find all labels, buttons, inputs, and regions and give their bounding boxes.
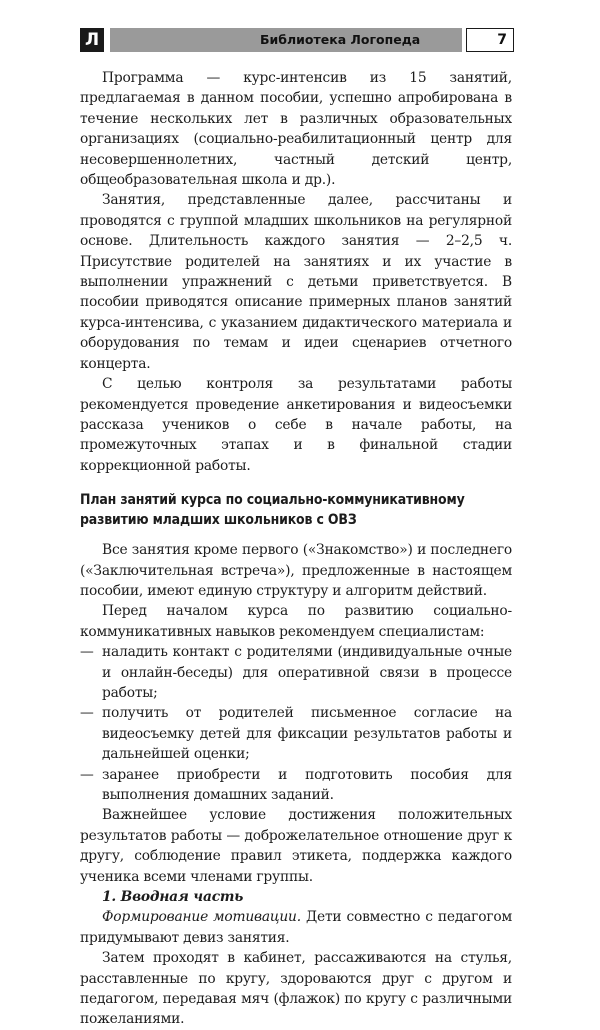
paragraph-sessions: Занятия, представленные далее, рассчитаны и проводятся с группой младших школьников на регулярной основе. Длительность каждого занятия — 2–2,5 ч. Присутствие родителей на занятиях и их участие в выполнении упражнений с детьми приветствуется. В пособии приводятся описание примерных планов занятий курса-интенсива, с указанием дидактического материала и оборудования по темам и идеи сценариев отчетного концерта. xyxy=(80,192,512,372)
running-title: Библиотека Логопеда xyxy=(260,32,421,47)
paragraph-program: Программа — курс-интенсив из 15 занятий, предлагаемая в данном пособии, успешно апробирована в течение нескольких лет в различных образовательных организациях (социально-реабилитационный центр для несовершеннолетних, частный детский центр, общеобразовательная школа и др.). xyxy=(80,70,512,189)
page-body xyxy=(80,68,512,1030)
list-item-text: получить от родителей письменное согласие на видеосъемку детей для фиксации результатов работы и дальнейшей оценки; xyxy=(102,705,512,763)
paragraph-conditions: Важнейшее условие достижения положительных результатов работы — доброжелательное отношение друг к другу, соблюдение правил этикета, поддержка каждого ученика всеми членами группы. xyxy=(80,807,512,885)
subsection-heading: 1. Вводная часть xyxy=(102,889,244,906)
list-item xyxy=(80,703,512,764)
list-item xyxy=(80,765,512,806)
recommendation-list xyxy=(80,642,512,805)
list-dash: — xyxy=(80,705,94,722)
paragraph-greeting: Затем проходят в кабинет, рассаживаются на стулья, расставленные по кругу, здороваются друг с другом и педагогом, передавая мяч (флажок) по кругу с различными пожеланиями. xyxy=(80,950,512,1028)
paragraph-control: С целью контроля за результатами работы рекомендуется проведение анкетирования и видеосъемки рассказа учеников о себе в начале работы, на промежуточных этапах и в финальной стадии коррекционной работы. xyxy=(80,376,512,474)
list-item-text: наладить контакт с родителями (индивидуальные очные и онлайн-беседы) для оперативной связи в процессе работы; xyxy=(102,644,512,701)
page-number-box xyxy=(466,28,514,52)
list-item xyxy=(80,642,512,703)
library-logo: Л xyxy=(80,28,104,52)
list-dash: — xyxy=(80,766,94,783)
list-dash: — xyxy=(80,644,94,661)
page-header xyxy=(80,28,513,52)
paragraph-structure: Все занятия кроме первого («Знакомство») и последнего («Заключительная встреча»), предложенные в настоящем пособии, имеют единую структуру и алгоритм действий. xyxy=(80,542,512,599)
page-number: 7 xyxy=(497,32,507,48)
paragraph-recommendations: Перед началом курса по развитию социально-коммуникативных навыков рекомендуем специалистам: xyxy=(80,603,512,640)
header-bar xyxy=(110,28,462,52)
paragraph-motivation xyxy=(80,907,512,948)
motivation-text: Дети совместно с педагогом придумывают девиз занятия. xyxy=(80,909,512,946)
list-item-text: заранее приобрести и подготовить пособия для выполнения домашних заданий. xyxy=(102,766,512,803)
motivation-term: Формирование мотивации. xyxy=(102,909,301,926)
section-heading: План занятий курса по социально-коммуникативному развитию младших школьников с ОВЗ xyxy=(80,491,465,529)
